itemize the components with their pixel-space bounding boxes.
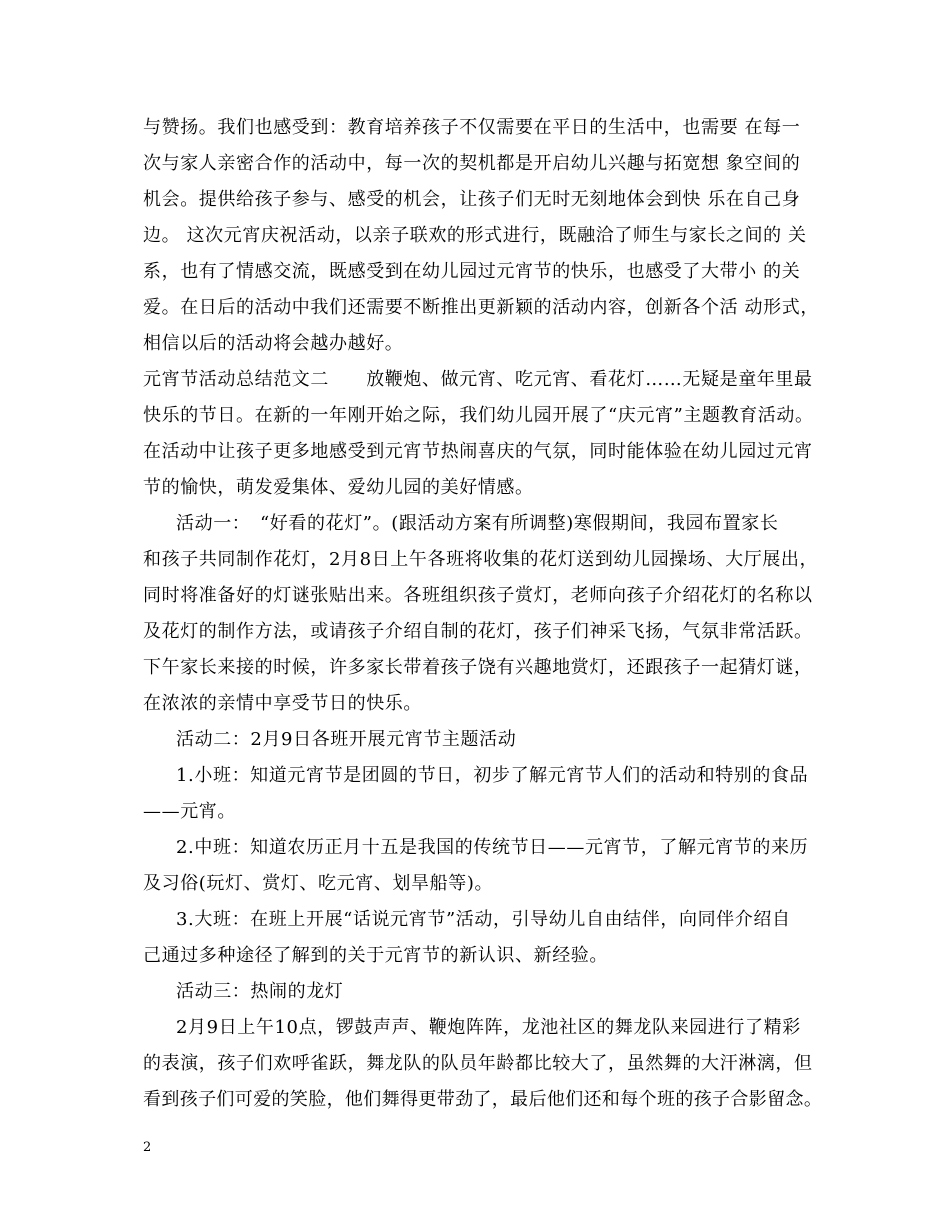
text-line: 看到孩子们可爱的笑脸，他们舞得更带劲了，最后他们还和每个班的孩子合影留念。 <box>143 1089 823 1110</box>
text-line: 及花灯的制作方法，或请孩子介绍自制的花灯，孩子们神采飞扬，气氛非常活跃。 <box>143 621 813 642</box>
paragraph-start: 活动三：热闹的龙灯 <box>176 981 344 1002</box>
text-line: 相信以后的活动将会越办越好。 <box>143 333 404 354</box>
text-line: 同时将准备好的灯谜张贴出来。各班组织孩子赏灯，老师向孩子介绍花灯的名称以 <box>143 585 813 606</box>
paragraph-start: 2月9日上午10点，锣鼓声声、鞭炮阵阵，龙池社区的舞龙队来园进行了精彩 <box>176 1017 801 1038</box>
text-line: 爱。在日后的活动中我们还需要不断推出更新颖的活动内容，创新各个活 动形式， <box>143 297 819 318</box>
text-line: ——元宵。 <box>143 801 236 822</box>
text-line: 快乐的节日。在新的一年刚开始之际，我们幼儿园开展了“庆元宵”主题教育活动。 <box>143 405 814 426</box>
paragraph-start: 活动二：2月9日各班开展元宵节主题活动 <box>176 729 517 750</box>
text-line: 与赞扬。我们也感受到：教育培养孩子不仅需要在平日的生活中，也需要 在每一 <box>143 117 801 138</box>
paragraph-start: 活动一： “好看的花灯”。(跟活动方案有所调整)寒假期间，我园布置家长 <box>176 513 779 534</box>
list-item: 1.小班：知道元宵节是团圆的节日，初步了解元宵节人们的活动和特别的食品 <box>176 765 809 786</box>
page-number: 2 <box>143 1140 152 1155</box>
text-line: 在浓浓的亲情中享受节日的快乐。 <box>143 693 422 714</box>
text-line: 节的愉快，萌发爱集体、爱幼儿园的美好情感。 <box>143 477 534 498</box>
text-line: 下午家长来接的时候，许多家长带着孩子饶有兴趣地赏灯，还跟孩子一起猜灯谜， <box>143 657 813 678</box>
text-line: 在活动中让孩子更多地感受到元宵节热闹喜庆的气氛，同时能体验在幼儿园过元宵 <box>143 441 813 462</box>
text-line: 及习俗(玩灯、赏灯、吃元宵、划旱船等)。 <box>143 873 494 894</box>
text-line: 边。 这次元宵庆祝活动，以亲子联欢的形式进行，既融洽了师生与家长之间的 关 <box>143 225 807 246</box>
list-item: 3.大班：在班上开展“话说元宵节”活动，引导幼儿自由结伴，向同伴介绍自 <box>176 909 791 930</box>
section-heading-line: 元宵节活动总结范文二 放鞭炮、做元宵、吃元宵、看花灯……无疑是童年里最 <box>143 369 813 390</box>
text-line: 机会。提供给孩子参与、感受的机会，让孩子们无时无刻地体会到快 乐在自己身 <box>143 189 801 210</box>
text-line: 次与家人亲密合作的活动中，每一次的契机都是开启幼儿兴趣与拓宽想 象空间的 <box>143 153 801 174</box>
list-item: 2.中班：知道农历正月十五是我国的传统节日——元宵节，了解元宵节的来历 <box>176 837 809 858</box>
text-line: 的表演，孩子们欢呼雀跃，舞龙队的队员年龄都比较大了，虽然舞的大汗淋漓，但 <box>143 1053 813 1074</box>
text-line: 系，也有了情感交流，既感受到在幼儿园过元宵节的快乐，也感受了大带小 的关 <box>143 261 801 282</box>
text-line: 和孩子共同制作花灯，2月8日上午各班将收集的花灯送到幼儿园操场、大厅展出， <box>143 549 819 570</box>
text-line: 己通过多种途径了解到的关于元宵节的新认识、新经验。 <box>143 945 608 966</box>
